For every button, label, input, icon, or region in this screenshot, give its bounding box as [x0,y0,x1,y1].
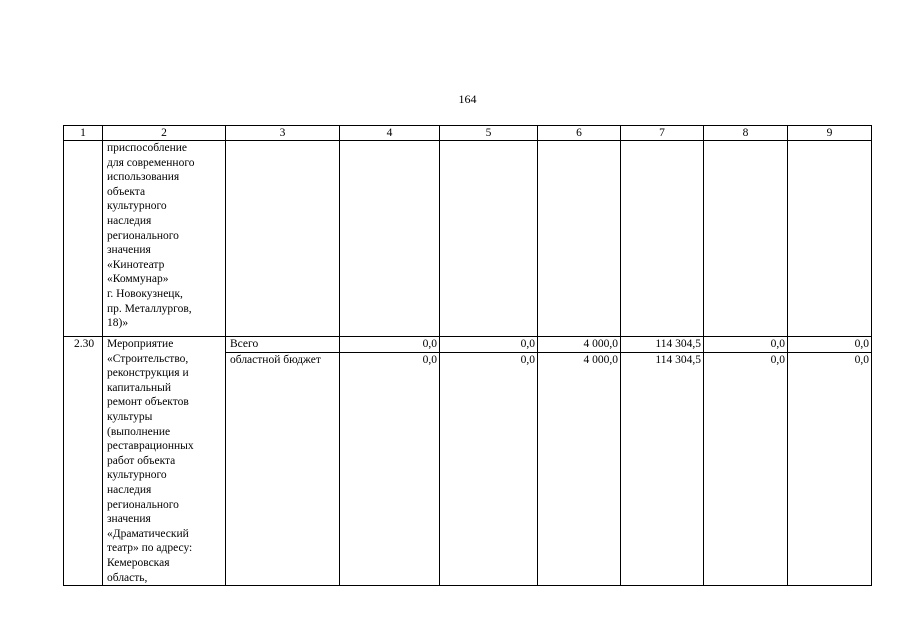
empty-cell [538,141,621,337]
value-cell: 0,0 [340,337,440,353]
row-description-cell [103,141,226,337]
description-line: 18)» [107,317,129,330]
description-line: «Драматический [107,527,189,540]
empty-cell [340,141,440,337]
description-line: театр» по адресу: [107,542,193,555]
description-line: ремонт объектов [107,396,189,409]
value-cell: 0,0 [788,337,872,353]
column-header: 8 [704,126,788,141]
empty-cell [621,141,704,337]
value-cell: 0,0 [704,337,788,353]
empty-cell [704,141,788,337]
table-row [64,337,872,353]
row-index-cell [64,141,103,337]
description-line: (выполнение [107,425,171,438]
budget-table [63,125,872,586]
description-line: приспособление [107,142,188,154]
description-line: наследия [107,214,152,227]
value-cell: 0,0 [788,352,872,586]
empty-cell [440,141,538,337]
value-cell: 114 304,5 [621,337,704,353]
value-cell: 0,0 [704,352,788,586]
description-line: наследия [107,483,152,496]
column-header: 7 [621,126,704,141]
value-cell: 0,0 [440,337,538,353]
description-line: объекта [107,185,146,198]
column-header: 9 [788,126,872,141]
column-header: 3 [226,126,340,141]
description-line: Мероприятие [107,338,174,350]
column-header: 2 [103,126,226,141]
description-line: г. Новокузнецк, [107,287,183,300]
description-line: регионального [107,498,179,511]
value-cell: 114 304,5 [621,352,704,586]
description-line: работ объекта [107,454,176,467]
value-cell: 0,0 [340,352,440,586]
column-header: 6 [538,126,621,141]
description-line: «Коммунар» [107,273,169,286]
column-header: 1 [64,126,103,141]
column-number-row [64,126,872,141]
value-cell: 0,0 [440,352,538,586]
description-line: реставрационных [107,440,194,453]
column-header: 5 [440,126,538,141]
description-line: культурного [107,200,167,213]
description-line: пр. Металлургов, [107,302,192,315]
description-line: «Кинотеатр [107,258,165,271]
description-line: капитальный [107,381,172,394]
funding-source-cell: Всего [226,337,340,353]
row-index-cell: 2.30 [64,337,103,586]
description-line: значения [107,244,151,257]
row-description-cell [103,337,226,586]
funding-source-cell: областной бюджет [226,352,340,586]
description-line: область, [107,571,148,584]
description-line: для современного [107,156,195,169]
description-line: регионального [107,229,179,242]
description-line: использования [107,171,180,184]
description-line: культуры [107,410,153,423]
value-cell: 4 000,0 [538,352,621,586]
description-line: Кемеровская [107,556,170,569]
table-row [64,141,872,337]
value-cell: 4 000,0 [538,337,621,353]
empty-cell [788,141,872,337]
column-header: 4 [340,126,440,141]
description-line: реконструкция и [107,367,189,380]
description-line: «Строительство, [107,352,189,365]
empty-cell [226,141,340,337]
description-line: культурного [107,469,167,482]
description-line: значения [107,513,151,526]
page-number: 164 [458,92,477,106]
